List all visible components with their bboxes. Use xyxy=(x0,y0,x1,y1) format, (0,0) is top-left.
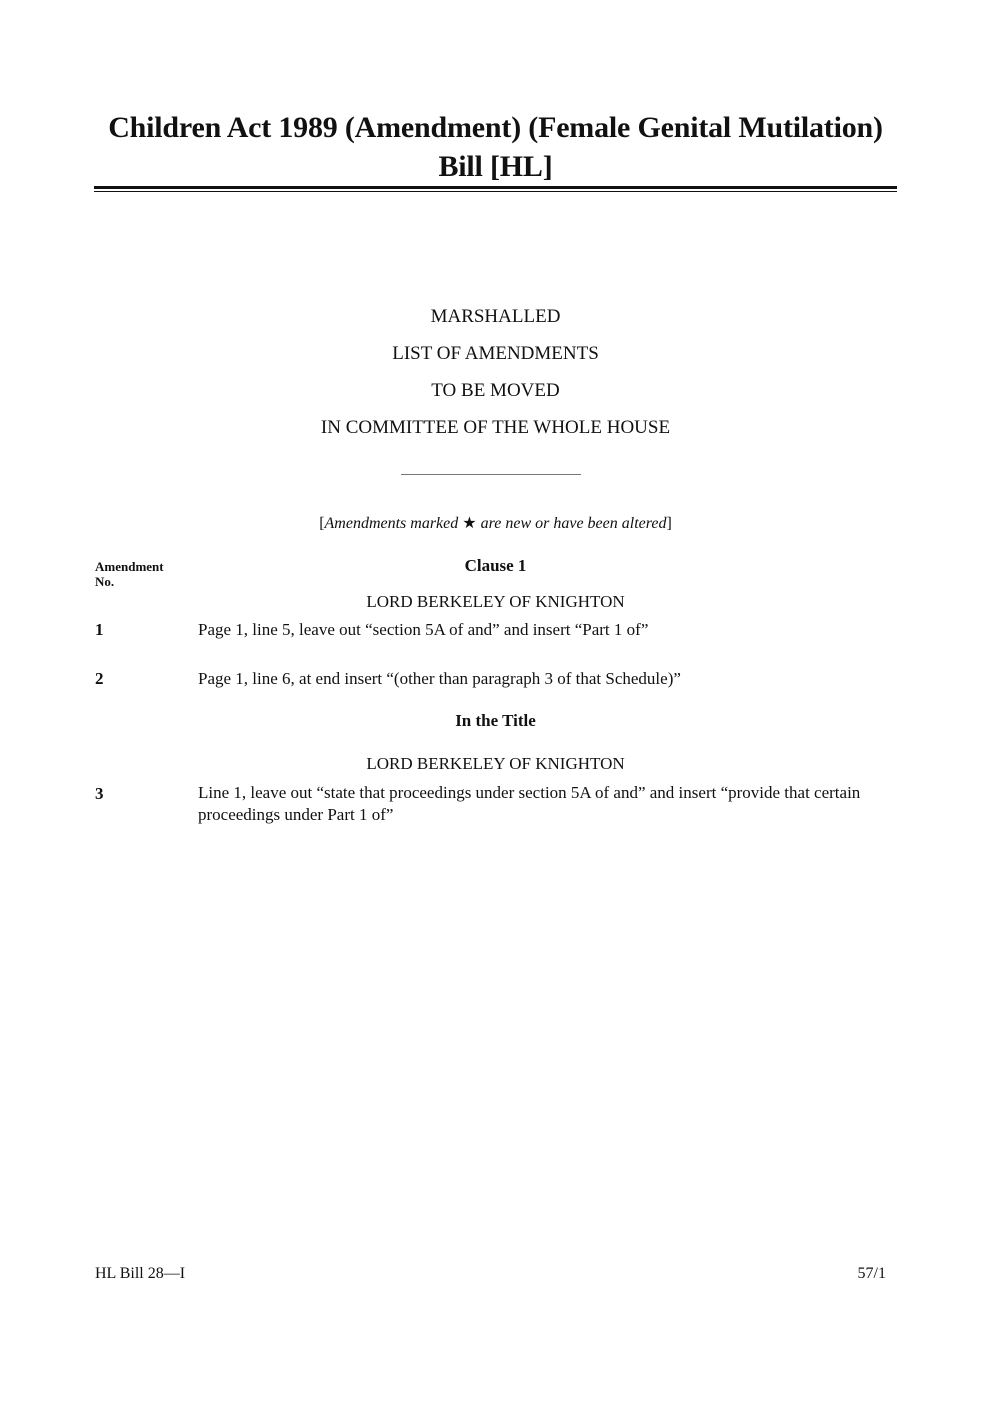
mover-name: LORD BERKELEY OF KNIGHTON xyxy=(366,754,625,773)
heading-line-3: TO BE MOVED xyxy=(431,380,560,401)
footer-page-reference: 57/1 xyxy=(857,1265,886,1282)
note-bracket-open: [ xyxy=(319,515,325,532)
heading-line-4: IN COMMITTEE OF THE WHOLE HOUSE xyxy=(320,417,671,438)
amendment-number: 3 xyxy=(95,784,104,803)
star-icon: ★ xyxy=(462,515,477,532)
note-text-before: Amendments marked xyxy=(324,515,463,532)
footer-bill-reference: HL Bill 28—I xyxy=(95,1265,186,1282)
title-rule-thick xyxy=(94,186,897,189)
amendment-text: Line 1, leave out “state that proceedings under section 5A of and” and insert “provide that certain proceedings under Part 1 of” xyxy=(198,783,861,824)
note-bracket-close: ] xyxy=(666,515,672,532)
section-heading-in-the-title: In the Title xyxy=(455,711,536,730)
column-header-line2: No. xyxy=(95,574,115,589)
column-header-line1: Amendment xyxy=(95,559,164,574)
heading-line-1: MARSHALLED xyxy=(430,306,561,327)
mover-name: LORD BERKELEY OF KNIGHTON xyxy=(366,592,625,611)
section-heading-clause-1: Clause 1 xyxy=(464,556,527,575)
heading-line-2: LIST OF AMENDMENTS xyxy=(392,343,599,364)
amendment-number: 2 xyxy=(95,669,104,688)
note-text-after: are new or have been altered xyxy=(476,515,667,532)
separator-rule xyxy=(401,474,581,475)
amendment-text: Page 1, line 5, leave out “section 5A of and” and insert “Part 1 of” xyxy=(198,620,649,639)
bill-title: Children Act 1989 (Amendment) (Female Genital Mutilation) Bill [HL] xyxy=(108,111,883,183)
amendment-text: Page 1, line 6, at end insert “(other than paragraph 3 of that Schedule)” xyxy=(198,669,681,688)
title-rule-thin xyxy=(94,191,897,192)
amendment-number: 1 xyxy=(95,620,104,639)
amendment-note xyxy=(94,513,897,533)
